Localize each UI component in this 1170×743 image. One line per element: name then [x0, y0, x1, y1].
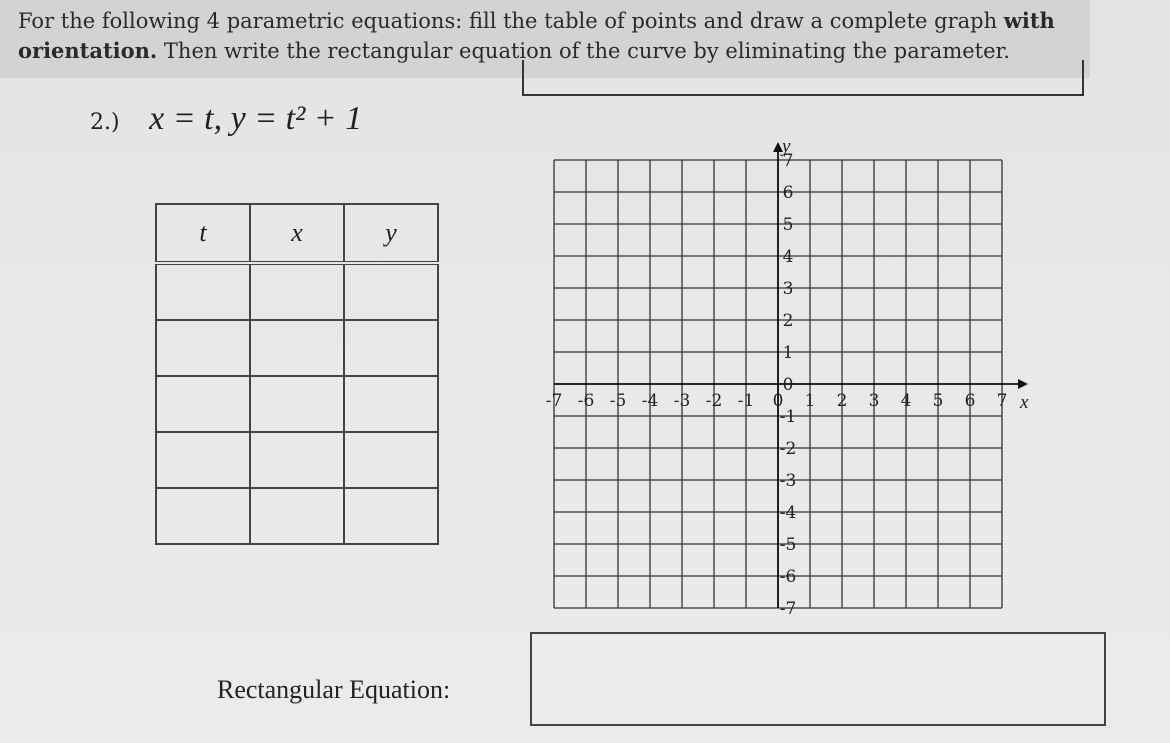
y-tick-label: 1: [782, 343, 794, 363]
rectangular-equation-box[interactable]: [530, 632, 1106, 726]
table-cell[interactable]: [344, 376, 438, 432]
x-tick-label: 3: [868, 391, 880, 411]
x-tick-label: 4: [900, 391, 912, 411]
table-cell[interactable]: [156, 263, 250, 320]
table-cell[interactable]: [344, 320, 438, 376]
x-tick-label: 5: [932, 391, 944, 411]
x-axis-label: x: [1020, 392, 1029, 413]
table-cell[interactable]: [344, 263, 438, 320]
table-cell[interactable]: [344, 488, 438, 544]
table-row: [156, 488, 438, 544]
table-row: [156, 320, 438, 376]
coordinate-grid[interactable]: [540, 140, 1050, 620]
x-tick-label: -5: [609, 391, 627, 411]
x-tick-label: -2: [705, 391, 723, 411]
y-tick-label: -7: [779, 599, 797, 619]
header-y: y: [344, 204, 438, 263]
x-tick-label: 2: [836, 391, 848, 411]
x-tick-label: -3: [673, 391, 691, 411]
x-tick-label: 7: [996, 391, 1008, 411]
table-cell[interactable]: [250, 376, 344, 432]
rectangular-equation-label: Rectangular Equation:: [217, 675, 451, 704]
instructions: For the following 4 parametric equations: fill the table of points and draw a complete graph with orientation. Then write the rectangular equation of the curve by eliminating the parameter.: [18, 8, 1055, 63]
y-tick-label: 0: [782, 375, 794, 395]
table-cell[interactable]: [156, 488, 250, 544]
table-cell[interactable]: [156, 376, 250, 432]
y-tick-label: 4: [782, 247, 794, 267]
y-tick-label: 7: [782, 151, 794, 171]
table-cell[interactable]: [250, 432, 344, 488]
y-tick-label: 3: [782, 279, 794, 299]
table-row: [156, 263, 438, 320]
x-tick-label: -7: [545, 391, 563, 411]
y-tick-label: -3: [779, 471, 797, 491]
table-cell[interactable]: [250, 488, 344, 544]
y-tick-label: 2: [782, 311, 794, 331]
x-tick-label: 1: [804, 391, 816, 411]
y-tick-label: -1: [779, 407, 797, 427]
table-row: [156, 376, 438, 432]
table-cell[interactable]: [156, 432, 250, 488]
problem-equation: x = t, y = t² + 1: [149, 100, 363, 137]
y-tick-label: -2: [779, 439, 797, 459]
y-tick-label: 5: [782, 215, 794, 235]
table-cell[interactable]: [344, 432, 438, 488]
table-cell[interactable]: [156, 320, 250, 376]
table-cell[interactable]: [250, 320, 344, 376]
values-table: [155, 203, 439, 545]
x-tick-label: -1: [737, 391, 755, 411]
table-row: [156, 432, 438, 488]
y-tick-label: -6: [779, 567, 797, 587]
y-axis-label: y: [782, 140, 791, 157]
previous-answer-box: [522, 60, 1084, 96]
x-tick-label: -6: [577, 391, 595, 411]
header-t: t: [156, 204, 250, 263]
problem-statement: [90, 100, 362, 138]
y-tick-label: 6: [782, 183, 794, 203]
problem-number: 2.): [90, 110, 120, 135]
y-tick-label: -4: [779, 503, 797, 523]
y-tick-label: -5: [779, 535, 797, 555]
x-tick-label: 6: [964, 391, 976, 411]
x-tick-label: 0: [772, 391, 784, 411]
x-tick-label: -4: [641, 391, 659, 411]
header-x: x: [250, 204, 344, 263]
x-axis-arrow: [1018, 379, 1028, 389]
table-cell[interactable]: [250, 263, 344, 320]
